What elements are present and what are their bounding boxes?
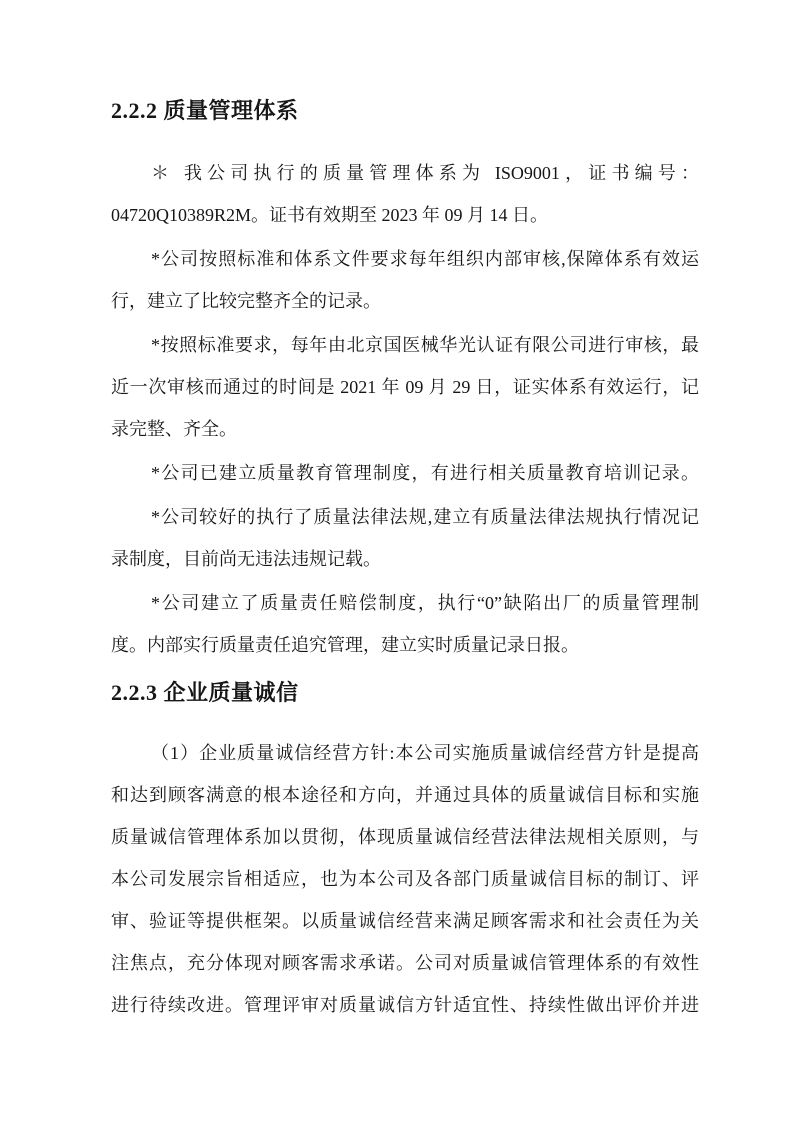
text-line: （1）企业质量诚信经营方针:本公司实施质量诚信经营方针是提高 — [151, 743, 699, 763]
text-line: 进行待续改进。管理评审对质量诚信方针适宜性、持续性做出评价并进 — [111, 995, 699, 1015]
text-line: 录制度，目前尚无违法违规记载。 — [111, 549, 381, 569]
text-line: 录完整、齐全。 — [111, 419, 237, 439]
paragraph — [111, 496, 699, 580]
paragraph — [111, 452, 699, 494]
text-line: *公司按照标准和体系文件要求每年组织内部审核,保障体系有效运 — [151, 249, 699, 269]
paragraph — [111, 238, 699, 322]
text-line: 和达到顾客满意的根本途径和方向，并通过具体的质量诚信目标和实施 — [111, 785, 699, 805]
text-line: 注焦点，充分体现对顾客需求承诺。公司对质量诚信管理体系的有效性 — [111, 953, 699, 973]
text-line: ＊ 我公司执行的质量管理体系为 ISO9001，证书编号： — [151, 163, 699, 183]
section-heading: 2.2.3 企业质量诚信 — [111, 680, 299, 705]
text-line: 度。内部实行质量责任追究管理，建立实时质量记录日报。 — [111, 635, 579, 655]
text-line: 行，建立了比较完整齐全的记录。 — [111, 291, 381, 311]
text-line: 本公司发展宗旨相适应，也为本公司及各部门质量诚信目标的制订、评 — [111, 869, 699, 889]
paragraph — [111, 582, 699, 666]
paragraph — [111, 152, 699, 236]
document-content — [111, 96, 699, 1028]
section-heading: 2.2.2 质量管理体系 — [111, 98, 299, 123]
text-line: *公司已建立质量教育管理制度，有进行相关质量教育培训记录。 — [151, 463, 699, 483]
text-line: *公司较好的执行了质量法律法规,建立有质量法律法规执行情况记 — [151, 507, 699, 527]
text-line: 质量诚信管理体系加以贯彻，体现质量诚信经营法律法规相关原则，与 — [111, 827, 699, 847]
paragraph — [111, 732, 699, 1026]
text-line: *公司建立了质量责任赔偿制度，执行“0”缺陷出厂的质量管理制 — [151, 593, 699, 613]
text-line: 近一次审核而通过的时间是 2021 年 09 月 29 日，证实体系有效运行，记 — [111, 377, 699, 397]
text-line: 04720Q10389R2M。证书有效期至 2023 年 09 月 14 日。 — [111, 205, 549, 225]
text-line: *按照标准要求，每年由北京国医械华光认证有限公司进行审核，最 — [151, 335, 699, 355]
paragraph — [111, 324, 699, 450]
text-line: 审、验证等提供框架。以质量诚信经营来满足顾客需求和社会责任为关 — [111, 911, 699, 931]
